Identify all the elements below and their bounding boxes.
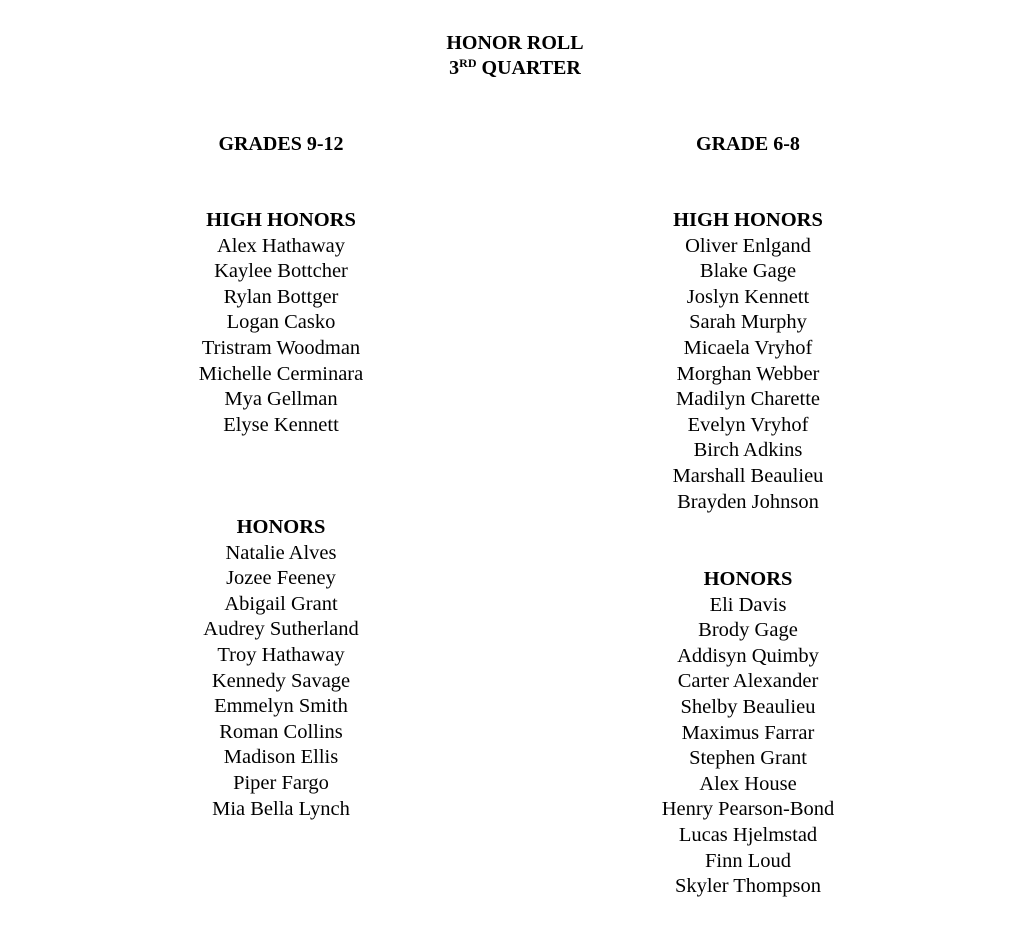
student-name: Carter Alexander: [677, 670, 819, 693]
student-name: Abigail Grant: [224, 592, 338, 615]
student-name: Marshall Beaulieu: [672, 464, 824, 487]
student-name: Alex Hathaway: [216, 234, 346, 257]
student-name: Jozee Feeney: [226, 567, 336, 590]
student-name: Tristram Woodman: [201, 336, 361, 359]
student-name: Addisyn Quimby: [677, 644, 819, 667]
left-high-honors-section: [181, 208, 381, 438]
left-honors-section: [181, 515, 381, 822]
right-honors-section: [648, 567, 848, 900]
subtitle-number: 3: [449, 57, 460, 79]
student-name: Piper Fargo: [233, 771, 329, 794]
document-subtitle: [0, 56, 1024, 81]
student-name: Michelle Cerminara: [198, 362, 364, 385]
right-honors-list: [648, 593, 848, 900]
student-name: Emmelyn Smith: [214, 695, 348, 718]
student-name: Mya Gellman: [224, 388, 338, 411]
right-high-honors-heading: HIGH HONORS: [673, 209, 823, 231]
document-title-block: [0, 31, 1024, 81]
left-high-honors-list: [181, 234, 381, 439]
right-high-honors-section: [648, 208, 848, 515]
student-name: Kaylee Bottcher: [214, 260, 348, 283]
student-name: Madison Ellis: [223, 746, 339, 769]
left-honors-list: [181, 541, 381, 823]
student-name: Henry Pearson-Bond: [661, 798, 835, 821]
student-name: Finn Loud: [705, 849, 791, 872]
student-name: Micaela Vryhof: [683, 336, 813, 359]
left-honors-heading: HONORS: [236, 516, 326, 538]
student-name: Natalie Alves: [225, 541, 337, 564]
document-title: HONOR ROLL: [446, 32, 584, 54]
student-name: Oliver Enlgand: [685, 234, 811, 257]
right-grade-heading: GRADE 6-8: [696, 133, 800, 155]
student-name: Brayden Johnson: [677, 490, 819, 513]
student-name: Stephen Grant: [689, 747, 807, 770]
student-name: Roman Collins: [219, 720, 343, 743]
student-name: Shelby Beaulieu: [680, 695, 816, 718]
student-name: Rylan Bottger: [223, 285, 339, 308]
student-name: Lucas Hjelmstad: [678, 823, 818, 846]
student-name: Mia Bella Lynch: [212, 797, 350, 820]
student-name: Troy Hathaway: [217, 643, 345, 666]
student-name: Skyler Thompson: [675, 875, 821, 898]
subtitle-rest: QUARTER: [476, 57, 581, 79]
student-name: Madilyn Charette: [675, 388, 821, 411]
student-name: Brody Gage: [698, 619, 798, 642]
student-name: Blake Gage: [699, 260, 797, 283]
student-name: Eli Davis: [709, 593, 787, 616]
student-name: Sarah Murphy: [689, 311, 807, 334]
right-high-honors-list: [648, 234, 848, 516]
student-name: Birch Adkins: [693, 439, 803, 462]
student-name: Elyse Kennett: [223, 413, 339, 436]
student-name: Kennedy Savage: [211, 669, 351, 692]
subtitle-ordinal-suffix: RD: [459, 56, 477, 70]
student-name: Morghan Webber: [676, 362, 820, 385]
student-name: Evelyn Vryhof: [687, 413, 809, 436]
student-name: Maximus Farrar: [681, 721, 815, 744]
student-name: Joslyn Kennett: [686, 285, 810, 308]
right-honors-heading: HONORS: [703, 568, 793, 590]
student-name: Alex House: [699, 772, 797, 795]
student-name: Logan Casko: [226, 311, 336, 334]
left-grade-heading: GRADES 9-12: [218, 133, 344, 155]
student-name: Audrey Sutherland: [203, 618, 359, 641]
left-high-honors-heading: HIGH HONORS: [206, 209, 356, 231]
